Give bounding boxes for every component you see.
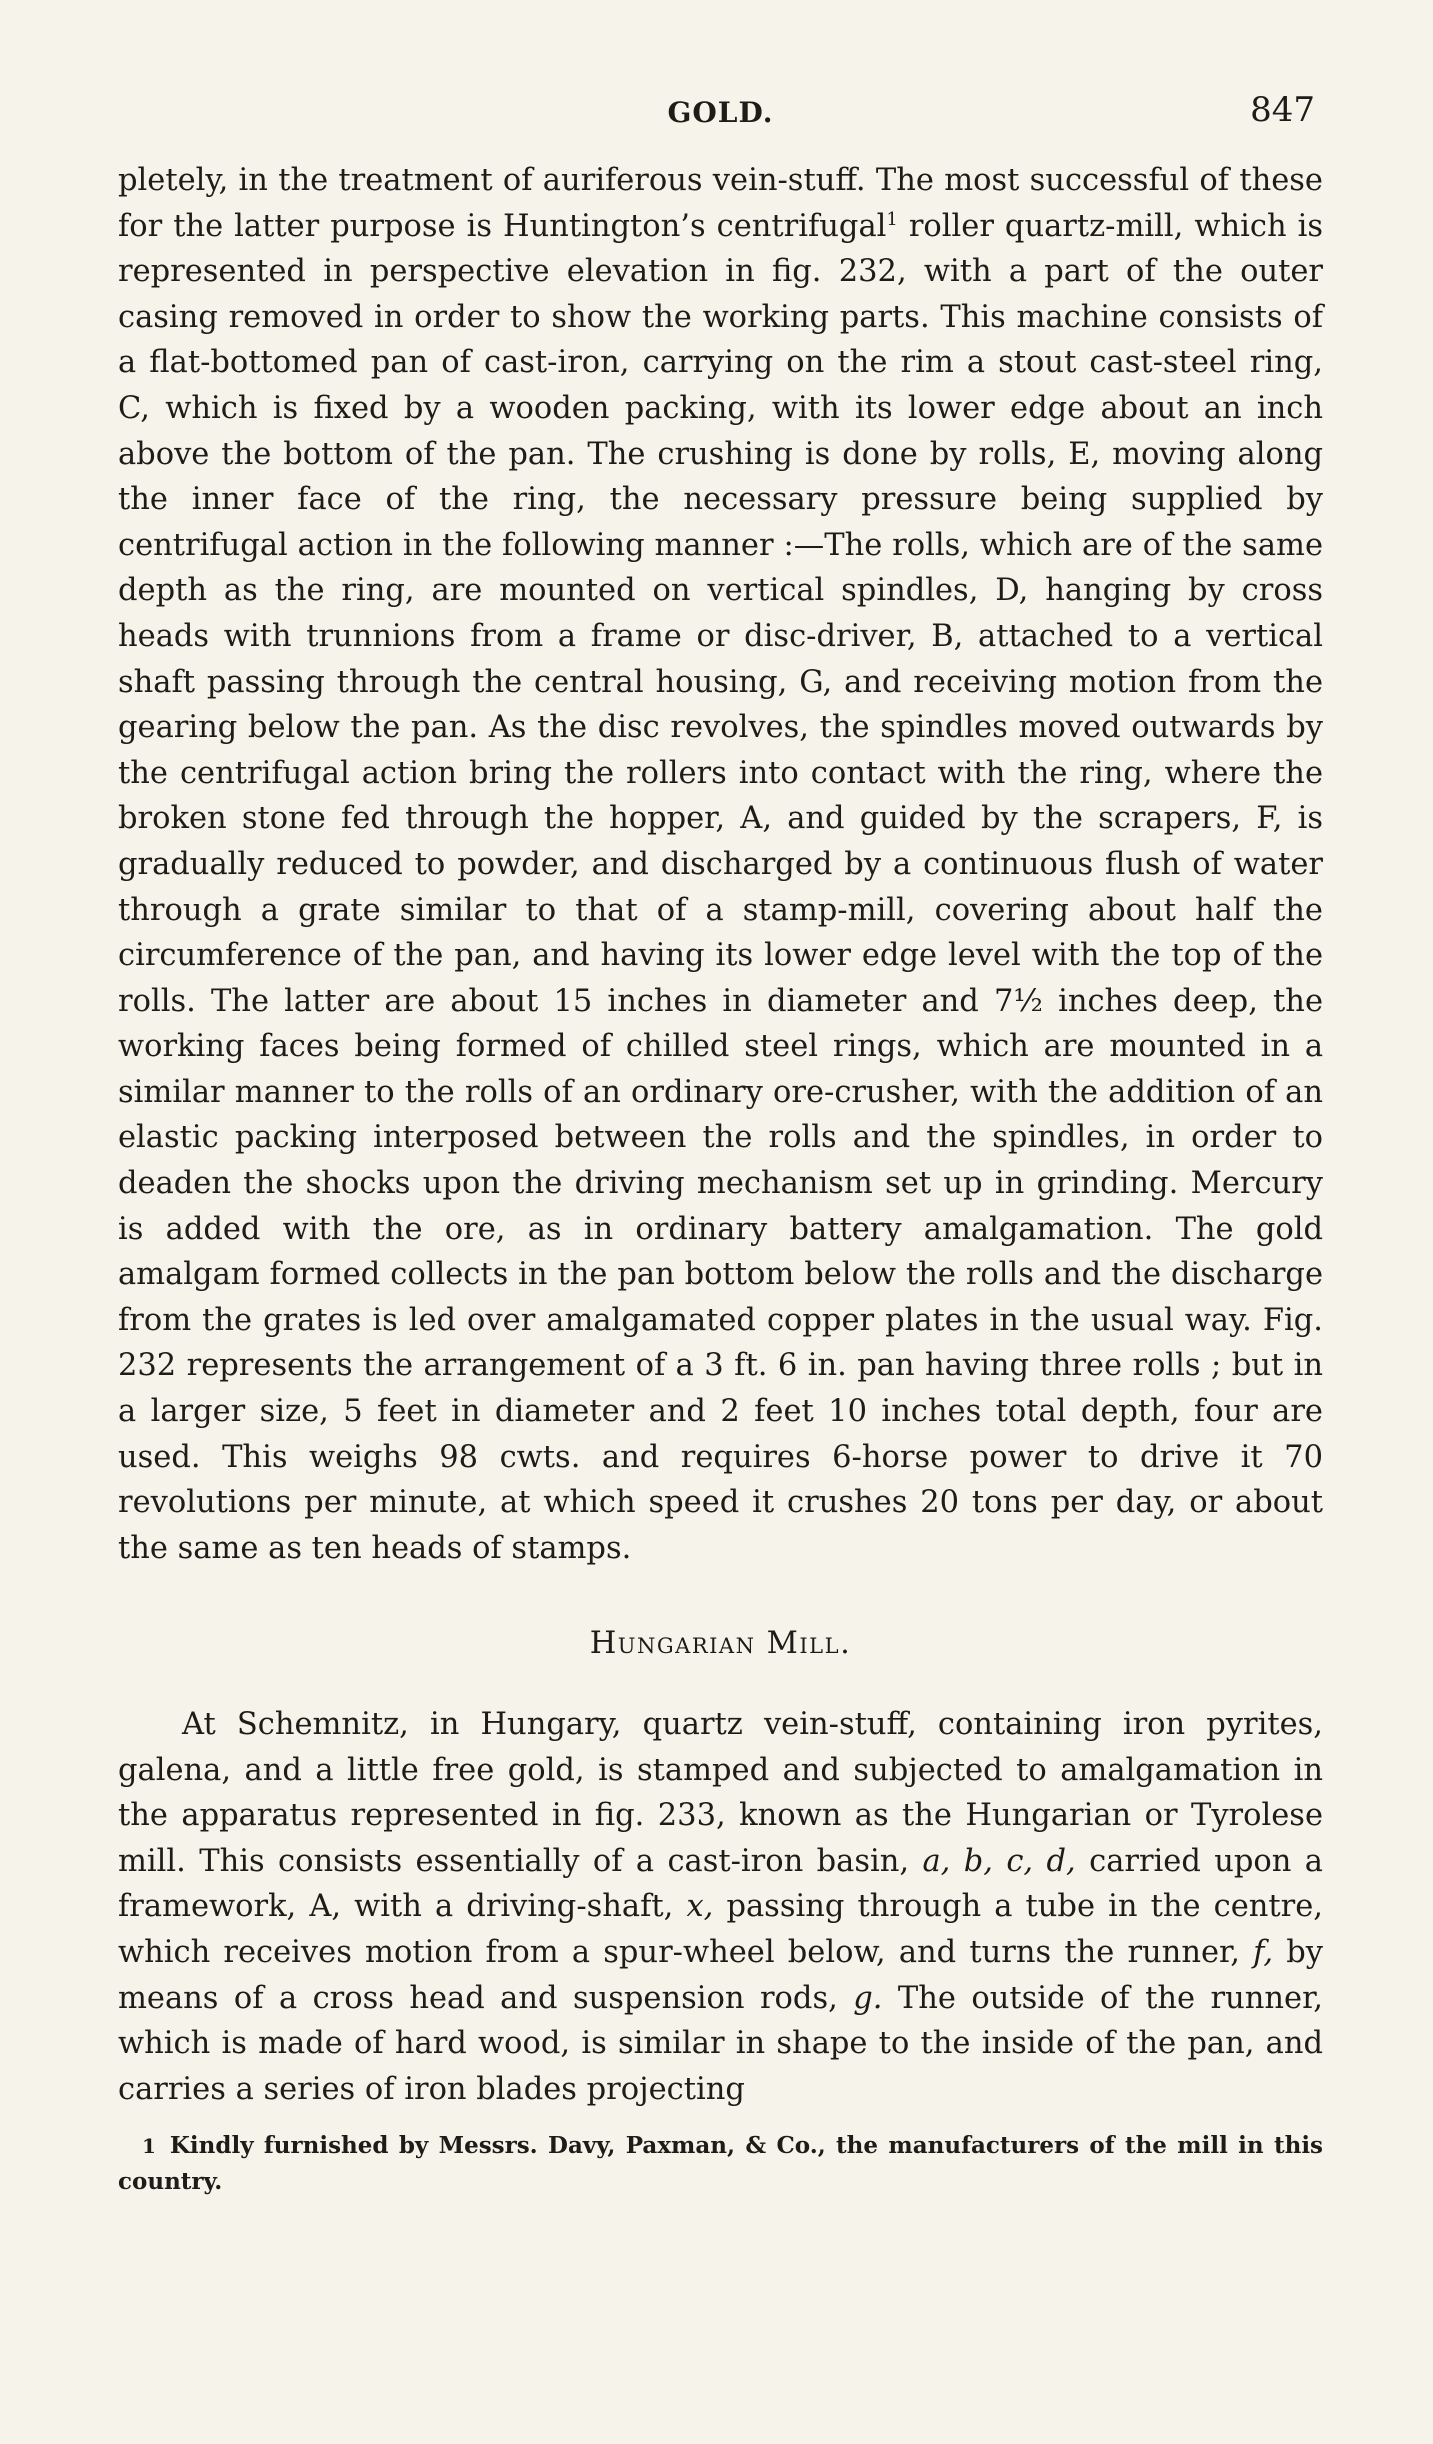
paragraph-text: pletely, in the treatment of auriferous vein-stuff. The most successful of these for the latter purpose is Huntington’s centrifugal — [118, 163, 1323, 244]
footnote — [118, 2128, 1323, 2199]
paragraph-text: by means of a cross head and suspension rods, — [118, 1934, 1323, 2016]
footnote-number: 1 — [142, 2134, 156, 2159]
paragraph-text: At Schemnitz, in Hungary, quartz vein-stuff, containing iron pyrites, galena, and a little free gold, is stamped and subjected to amalgamation in the apparatus represented in fig. 233, known as the Hungarian or Tyrolese mill. This consists essentially of a cast-iron basin, — [118, 1707, 1323, 1879]
footnote-reference: 1 — [886, 208, 898, 230]
running-title: GOLD. — [667, 96, 774, 129]
body-text — [118, 158, 1323, 2112]
footnote-text: Kindly furnished by Messrs. Davy, Paxman, & Co., the manufacturers of the mill in this country. — [118, 2132, 1323, 2196]
paragraph-text: carried upon a framework, A, with a driving-shaft, — [118, 1843, 1323, 1925]
book-page — [118, 90, 1323, 2199]
italic-text: a, b, c, d, — [922, 1843, 1076, 1879]
paragraph-huntington-mill — [118, 158, 1323, 1571]
paragraph-hungarian-mill — [118, 1702, 1323, 2112]
page-number: 847 — [1250, 90, 1315, 130]
running-head — [118, 90, 1323, 140]
paragraph-text: roller quartz-mill, which is represented in perspective elevation in fig. 232, with a part of the outer casing removed in order to show the working parts. This machine consists of a flat-bottomed pan of cast-iron, carrying on the rim a stout cast-steel ring, C, which is fixed by a wooden packing, with its lower edge about an inch above the bottom of the pan. The crushing is done by rolls, E, moving along the inner face of the ring, the necessary pressure being supplied by centrifugal action in the following manner :—The rolls, which are of the same depth as the ring, are mounted on vertical spindles, D, hanging by cross heads with trunnions from a frame or disc-driver, B, attached to a vertical shaft passing through the central housing, G, and receiving motion from the gearing below the pan. As the disc revolves, the spindles moved outwards by the centrifugal action bring the rollers into contact with the ring, where the broken stone fed through the hopper, A, and guided by the scrapers, F, is gradually reduced to powder, and discharged by a continuous flush of water through a grate similar to that of a stamp-mill, covering about half the circumference of the pan, and having its lower edge level with the top of the rolls. The latter are about 15 inches in diameter and 7½ inches deep, the working faces being formed of chilled steel rings, which are mounted in a similar manner to the rolls of an ordinary ore-crusher, with the addition of an elastic packing interposed between the rolls and the spindles, in order to deaden the shocks upon the driving mechanism set up in grinding. Mercury is added with the ore, as in ordinary battery amalgamation. The gold amalgam formed collects in the pan bottom below the rolls and the discharge from the grates is led over amalgamated copper plates in the usual way. Fig. 232 represents the arrangement of a 3 ft. 6 in. pan having three rolls ; but in a larger size, 5 feet in diameter and 2 feet 10 inches total depth, four are used. This weighs 98 cwts. and requires 6-horse power to drive it 70 revolutions per minute, at which speed it crushes 20 tons per day, or about the same as ten heads of stamps. — [118, 208, 1323, 1566]
italic-text: f, — [1253, 1934, 1274, 1970]
italic-text: g. — [853, 1980, 883, 2016]
paragraph-text: The outside of the runner, which is made of hard wood, is similar in shape to the inside of the pan, and carries a series of iron blades projecting — [118, 1980, 1323, 2107]
italic-text: x, — [686, 1889, 714, 1925]
section-heading: Hungarian Mill. — [589, 1626, 852, 1662]
paragraph-text: passing through a tube in the centre, which receives motion from a spur-wheel below, and turns the runner, — [118, 1889, 1323, 1970]
